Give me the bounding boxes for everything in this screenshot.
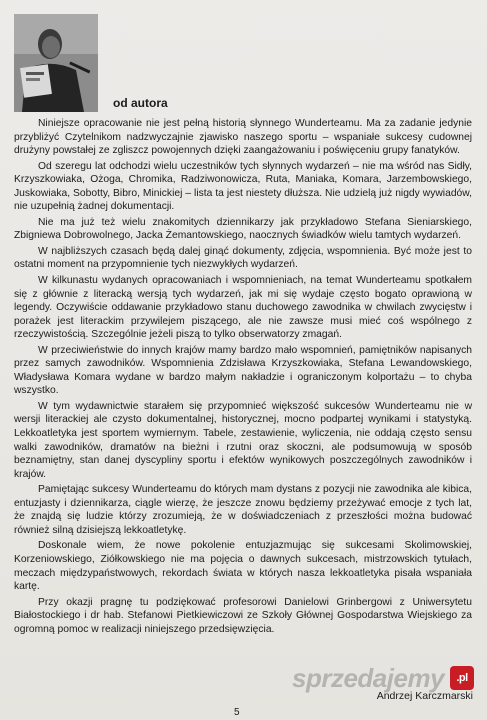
preface-text: [14, 117, 472, 638]
paragraph: Pamiętając sukcesy Wunderteamu do których mam dystans z pozycji nie zawodnika ale kibica, entuzjasty i dziennikarza, ciągle wierzę, że jeszcze znowu będziemy przeżywać emocje z tych lat, że znajdą się ludzie którzy zrozumieją, że w doświadczeniach z przeszłości można budować również silną dzisiejszą lekkoatletykę.: [14, 484, 472, 536]
paragraph: Niniejsze opracowanie nie jest pełną historią słynnego Wunderteamu. Ma za zadanie jedynie przybliżyć Czytelnikom nadzwyczajnie zjawisko naszego sportu – wspaniałe sukcesy cudownej drużyny powstałej ze zgliszcz powojennych dzięki zaangażowaniu i poświęceniu grupy fanatyków.: [14, 118, 472, 157]
author-signature: Andrzej Karczmarski: [376, 690, 473, 702]
paragraph: W kilkunastu wydanych opracowaniach i wspomnieniach, na temat Wunderteamu spotkałem się z głównie z literacką wersją tych wydarzeń, jak mi się wydaje często bogato oprawioną w legendy. Oczywiście oddawanie przykładowo stanu duchowego zawodnika w chwilach zwycięstw i porażek jest literackim przywilejem piszącego, ale nie zawsze musi mieć coś wspólnego z rzeczywistością. Szczególnie jeżeli piszą to tylko obserwatorzy zmagań.: [14, 275, 472, 341]
author-photo-image: [14, 14, 98, 112]
paragraph: W najbliższych czasach będą dalej ginąć dokumenty, zdjęcia, wspomnienia. Być może jest to ostatni moment na przypomnienie tych niezwykłych wydarzeń.: [14, 245, 472, 271]
paragraph: W przeciwieństwie do innych krajów mamy bardzo mało wspomnień, pamiętników napisanych przez samych zawodników. Wspomnienia Zdzisława Krzyszkowiaka, Stefana Lewandowskiego, Władysława Komara wydane w bardzo małym nakładzie i ograniczonym kolportażu – to chyba wszystko.: [14, 344, 472, 397]
paragraph: Od szeregu lat odchodzi wielu uczestników tych słynnych wydarzeń – nie ma wśród nas Sidły, Krzyszkowiaka, Ożoga, Chromika, Radziwonowicza, Ruta, Maniaka, Komara, Jarzembowskiego, Juskowiaka, Sobotty, Bibro, Minickiej – lista ta jest niestety dłuższa. Nie udzielą już nigdy wywiadów, nie uzupełnią żadnej dokumentacji.: [14, 160, 472, 213]
watermark-text: sprzedajemy: [292, 662, 445, 693]
watermark-badge: .pl: [450, 666, 474, 690]
paragraph: W tym wydawnictwie starałem się przypomnieć większość sukcesów Wunderteamu nie w wersji literackiej ale czysto dokumentalnej, historycznej, mocno podpartej wynikami i statystyką. Lekkoatletyka jest sportem wymiernym. Tabele, zestawienie, wyliczenia, nie oddają często sensu walki zawodników, dramatów na bieżni i rzutni oraz skoczni, ale podsumowują w sposób beznamiętny, stan danej dyscypliny sportu i efektów wynikowych poszczególnych zawodników i krajów.: [14, 400, 472, 480]
paragraph: Przy okazji pragnę tu podziękować profesorowi Danielowi Grinbergowi z Uniwersytetu Białostockiego i dr hab. Stefanowi Pietkiewiczowi ze Szkoły Głównej Gospodarstwa Wiejskiego za ogromną pomoc w realizacji niniejszego przedsięwzięcia.: [14, 596, 472, 635]
paragraph: Doskonale wiem, że nowe pokolenie entuzjazmując się sukcesami Skolimowskiej, Korzeniowskiego, Ziółkowskiego nie ma pojęcia o dawnych sukcesach, mistrzowskich tytułach, meczach międzypaństwowych, rekordach świata w których nasza lekkoatletyka pisała wspaniała kartę.: [14, 540, 472, 593]
page-number: 5: [234, 707, 240, 718]
section-heading: od autora: [113, 96, 168, 110]
paragraph: Nie ma już też wielu znakomitych dziennikarzy jak przykładowo Stefana Sieniarskiego, Zbigniewa Dobrowolnego, Jacka Żemantowskiego, naocznych świadków wielu tamtych wydarzeń.: [14, 216, 472, 242]
author-photo: [14, 14, 98, 112]
